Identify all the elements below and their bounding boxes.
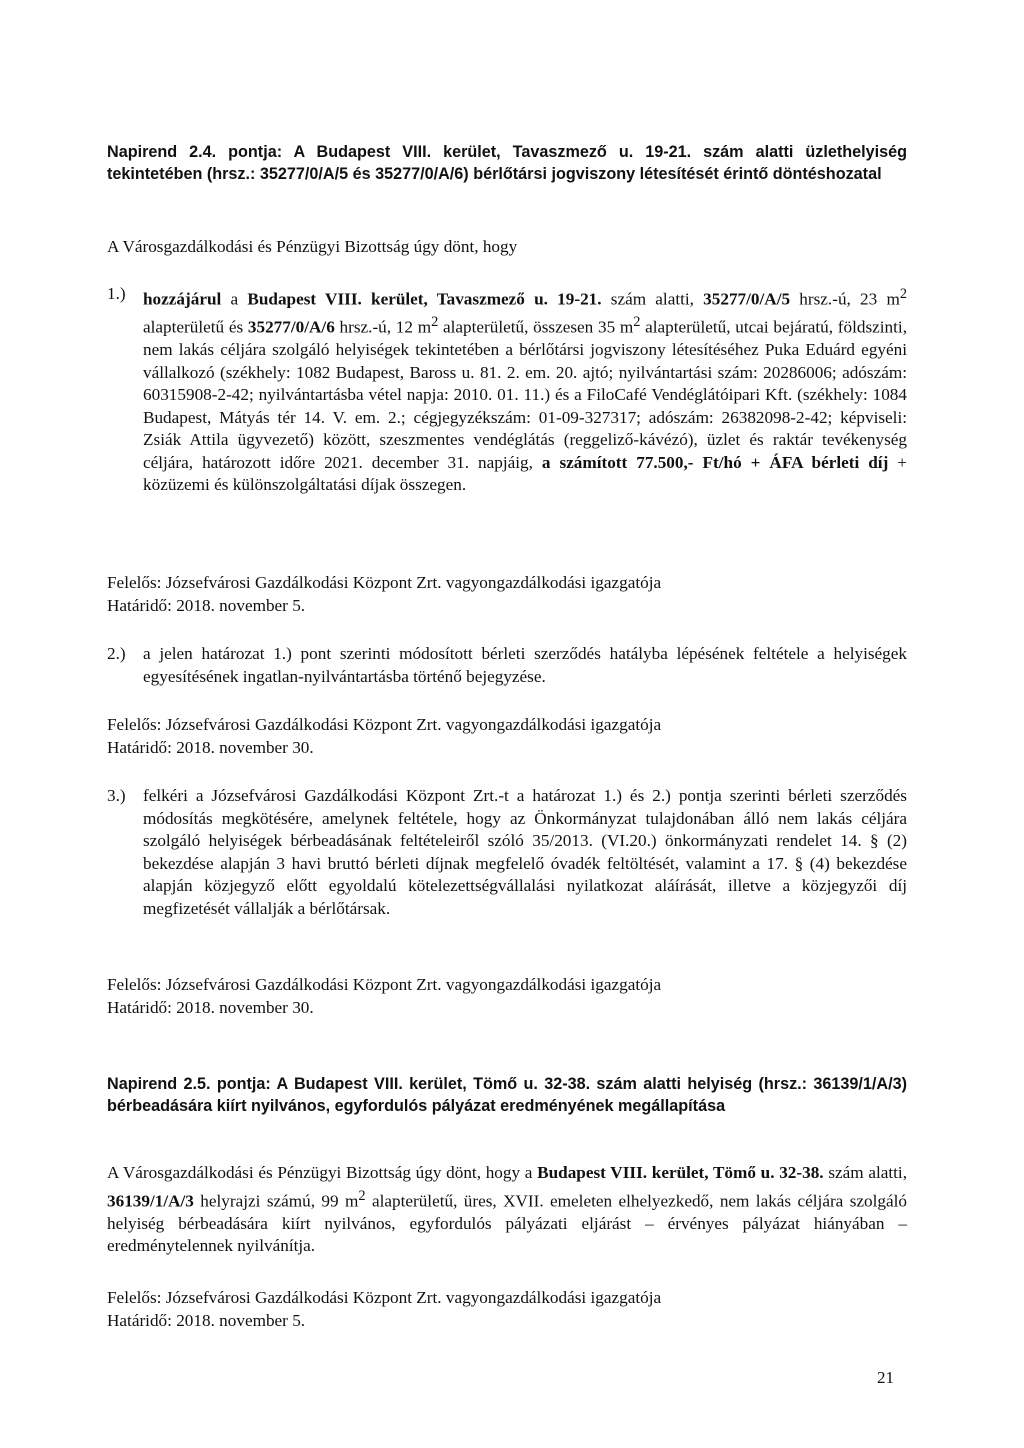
responsibility-block-1 [107, 572, 907, 617]
deadline-line: Határidő: 2018. november 5. [107, 1310, 306, 1330]
decision-paragraph-2-5: A Városgazdálkodási és Pénzügyi Bizottság úgy dönt, hogy a Budapest VIII. kerület, Tömő u. 32-38. szám alatti, 36139/1/A/3 helyrajzi számú, 99 $m^2$ alapterületű, üres, XVII. emeleten elhelyezkedő, nem lakás céljára szolgáló helyiség bérbeadására kiírt nyilvános, egyfordulós pályázati eljárást – érvényes pályázat hiányában – eredménytelennek nyilvánítja. [107, 1163, 907, 1256]
item-text: hozzájárul a Budapest VIII. kerület, Tavaszmező u. 19-21. szám alatti, 35277/0/A/5 hrsz.-ú, 23 $m^2$ alapterületű és 35277/0/A/6 hrsz.-ú, 12 $m^2$ alapterületű, összesen 35 $m^2$ alapterületű, utcai bejáratú, földszinti, nem lakás céljára szolgáló helyiségek tekintetében a bérlőtársi jogviszony létesítéséhez Puka Eduárd egyéni vállalkozó (székhely: 1082 Budapest, Baross u. 81. 2. em. 20. ajtó; nyilvántartási szám: 20286006; adószám: 60315908-2-42; nyilvántartásba vétel napja: 2010. 01. 11.) és a FiloCafé Vendéglátóipari Kft. (székhely: 1084 Budapest, Mátyás tér 14. V. em. 2.; cégjegyzékszám: 01-09-327317; adószám: 26382098-2-42; képviseli: Zsiák Attila ügyvezető) között, szeszmentes vendéglátás (reggeliző-kávézó), üzlet és raktár tevékenység céljára, határozott időre 2021. december 31. napjáig, a számított 77.500,- Ft/hó + ÁFA bérleti díj + közüzemi és különszolgáltatási díjak összegen. [143, 286, 907, 495]
responsible-line: Felelős: Józsefvárosi Gazdálkodási Központ Zrt. vagyongazdálkodási igazgatója [107, 1288, 662, 1307]
agenda-heading-2-4: Napirend 2.4. pontja: A Budapest VIII. kerület, Tavaszmező u. 19-21. szám alatti üzlethelyiség tekintetében (hrsz.: 35277/0/A/5 és 35277/0/A/6) bérlőtársi jogviszony létesítését érintő döntéshozatal [107, 143, 907, 183]
item-text: a jelen határozat 1.) pont szerinti módosított bérleti szerződés hatályba lépésének feltétele a helyiségek egyesítésének ingatlan-nyilvántartásba történő bejegyzése. [143, 644, 907, 686]
resolution-item-3 [107, 785, 907, 920]
item-number: 3.) [107, 786, 126, 805]
deadline-line: Határidő: 2018. november 30. [107, 997, 314, 1017]
deadline-line: Határidő: 2018. november 5. [107, 595, 306, 615]
decision-intro: A Városgazdálkodási és Pénzügyi Bizottság úgy dönt, hogy [107, 237, 518, 256]
responsibility-block-4 [107, 1287, 907, 1332]
page-number: 21 [877, 1368, 894, 1387]
responsible-line: Felelős: Józsefvárosi Gazdálkodási Központ Zrt. vagyongazdálkodási igazgatója [107, 975, 662, 994]
responsibility-block-2 [107, 714, 907, 759]
responsible-line: Felelős: Józsefvárosi Gazdálkodási Központ Zrt. vagyongazdálkodási igazgatója [107, 573, 662, 592]
responsible-line: Felelős: Józsefvárosi Gazdálkodási Központ Zrt. vagyongazdálkodási igazgatója [107, 715, 662, 734]
resolution-item-1 [107, 283, 907, 497]
deadline-line: Határidő: 2018. november 30. [107, 737, 314, 757]
item-number: 2.) [107, 644, 126, 663]
item-number: 1.) [107, 284, 126, 303]
agenda-heading-2-5: Napirend 2.5. pontja: A Budapest VIII. kerület, Tömő u. 32-38. szám alatti helyiség (hrsz.: 36139/1/A/3) bérbeadására kiírt nyilvános, egyfordulós pályázat eredményének megállapítása [107, 1075, 907, 1115]
responsibility-block-3 [107, 974, 907, 1019]
item-text: felkéri a Józsefvárosi Gazdálkodási Központ Zrt.-t a határozat 1.) és 2.) pontja szerinti bérleti szerződés módosítás megkötésére, amelynek feltétele, hogy az Önkormányzat tulajdonában álló nem lakás céljára szolgáló helyiségek bérbeadásának feltételeiről szóló 35/2013. (VI.20.) önkormányzati rendelet 14. § (2) bekezdése alapján 3 havi bruttó bérleti díjnak megfelelő óvadék feltöltését, valamint a 17. § (4) bekezdése alapján közjegyző előtt egyoldalú kötelezettségvállalási nyilatkozat aláírását, illetve a közjegyzői díj megfizetését vállalják a bérlőtársak. [143, 786, 907, 918]
resolution-item-2 [107, 643, 907, 688]
